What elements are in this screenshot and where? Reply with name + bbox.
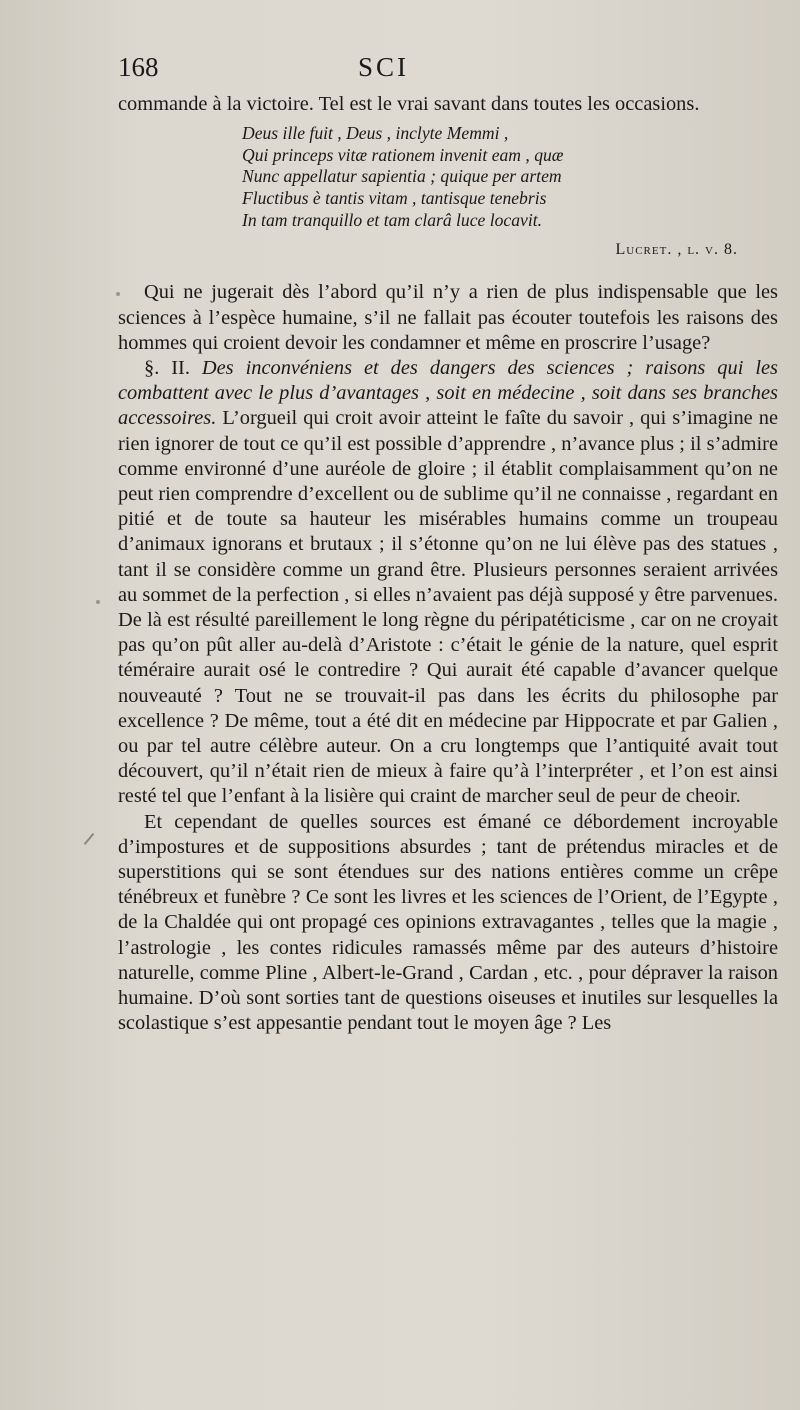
verse-line: Deus ille fuit , Deus , inclyte Memmi , xyxy=(242,123,509,144)
section-number: §. II. xyxy=(144,356,190,379)
verse-line: Nunc appellatur sapientia ; quique per artem xyxy=(242,166,562,187)
margin-pencil-mark xyxy=(84,833,95,845)
opening-lines: commande à la victoire. Tel est le vrai savant dans toutes les occasions. xyxy=(118,93,700,115)
scan-speck xyxy=(116,292,120,296)
running-head xyxy=(118,52,778,92)
verse-line: Qui princeps vitæ rationem invenit eam , quæ xyxy=(242,144,564,165)
body-text xyxy=(118,92,778,1036)
section-title: Des inconvéniens et des dangers des sciences ; raisons qui les combattent avec le plus d’avantages , soit en médecine , soit dans ses branches accessoires. xyxy=(118,356,778,430)
paragraph-1: Qui ne jugerait dès l’abord qu’il n’y a rien de plus indispensable que les sciences à l’espèce humaine, s’il ne fallait pas écouter toutefois les raisons des hommes qui croient devoir les condamner et même en proscrire l’usage? xyxy=(118,281,778,354)
scan-speck xyxy=(96,600,100,604)
page-number: 168 xyxy=(118,52,159,82)
latin-verse xyxy=(242,123,778,231)
verse-line: Fluctibus è tantis vitam , tantisque tenebris xyxy=(242,187,547,208)
paragraph-3: Et cependant de quelles sources est émané ce débordement incroyable d’impostures et de suppositions absurdes ; tant de prétendus miracles et de superstitions qui se sont étendues sur des nations entières comme un crêpe ténébreux et funèbre ? Ce sont les livres et les sciences de l’Orient, de l’Egypte , de la Chaldée qui ont propagé ces opinions extravagantes , telles que la magie , l’astrologie , les contes ridicules ramassés même par des auteurs d’histoire naturelle, comme Pline , Albert-le-Grand , Cardan , etc. , pour dépraver la raison humaine. D’où sont sorties tant de questions oiseuses et inutiles sur lesquelles la scolastique s’est appesantie pendant tout le moyen âge ? Les xyxy=(118,810,778,1035)
running-title: SCI xyxy=(358,52,410,82)
section-paragraph xyxy=(118,356,778,810)
paragraph-2: L’orgueil qui croit avoir atteint le faîte du savoir , qui s’imagine ne rien ignorer de tout ce qu’il est possible d’apprendre , n’avance plus ; il s’admire comme environné d’une auréole de gloire ; il établit complaisamment qu’on ne peut rien comprendre d’excellent ou de sublime qu’il ne connaisse , regardant en pitié et de toute sa hauteur les misérables humains comme un troupeau d’animaux ignorans et brutaux ; il s’étonne qu’on ne lui élève pas des statues , tant il se considère comme un grand être. Plusieurs personnes seraient arrivées au sommet de la perfection , si elles n’avaient pas déjà supposé y être parvenues. De là est résulté pareillement le long règne du péripatéticisme , car on ne croyait pas qu’on pût aller au-delà d’Aristote : c’était le génie de la nature, quel esprit téméraire aurait osé le contredire ? Qui aurait été capable d’avancer quelque nouveauté ? Tout ne se trouvait-il pas dans les écrits du philosophe par excellence ? De même, tout a été dit en médecine par Hippocrate et par Galien , ou par tel autre célèbre auteur. On a cru longtemps que l’antiquité avait tout découvert, qu’il n’était rien de mieux à faire qu’à l’interpréter , et l’on est ainsi resté tel que l’enfant à la lisière qui craint de marcher seul de peur de cheoir. xyxy=(118,407,778,808)
verse-line: In tam tranquillo et tam clarâ luce locavit. xyxy=(242,209,543,230)
verse-attribution: Lucret. , l. v. 8. xyxy=(615,241,738,259)
